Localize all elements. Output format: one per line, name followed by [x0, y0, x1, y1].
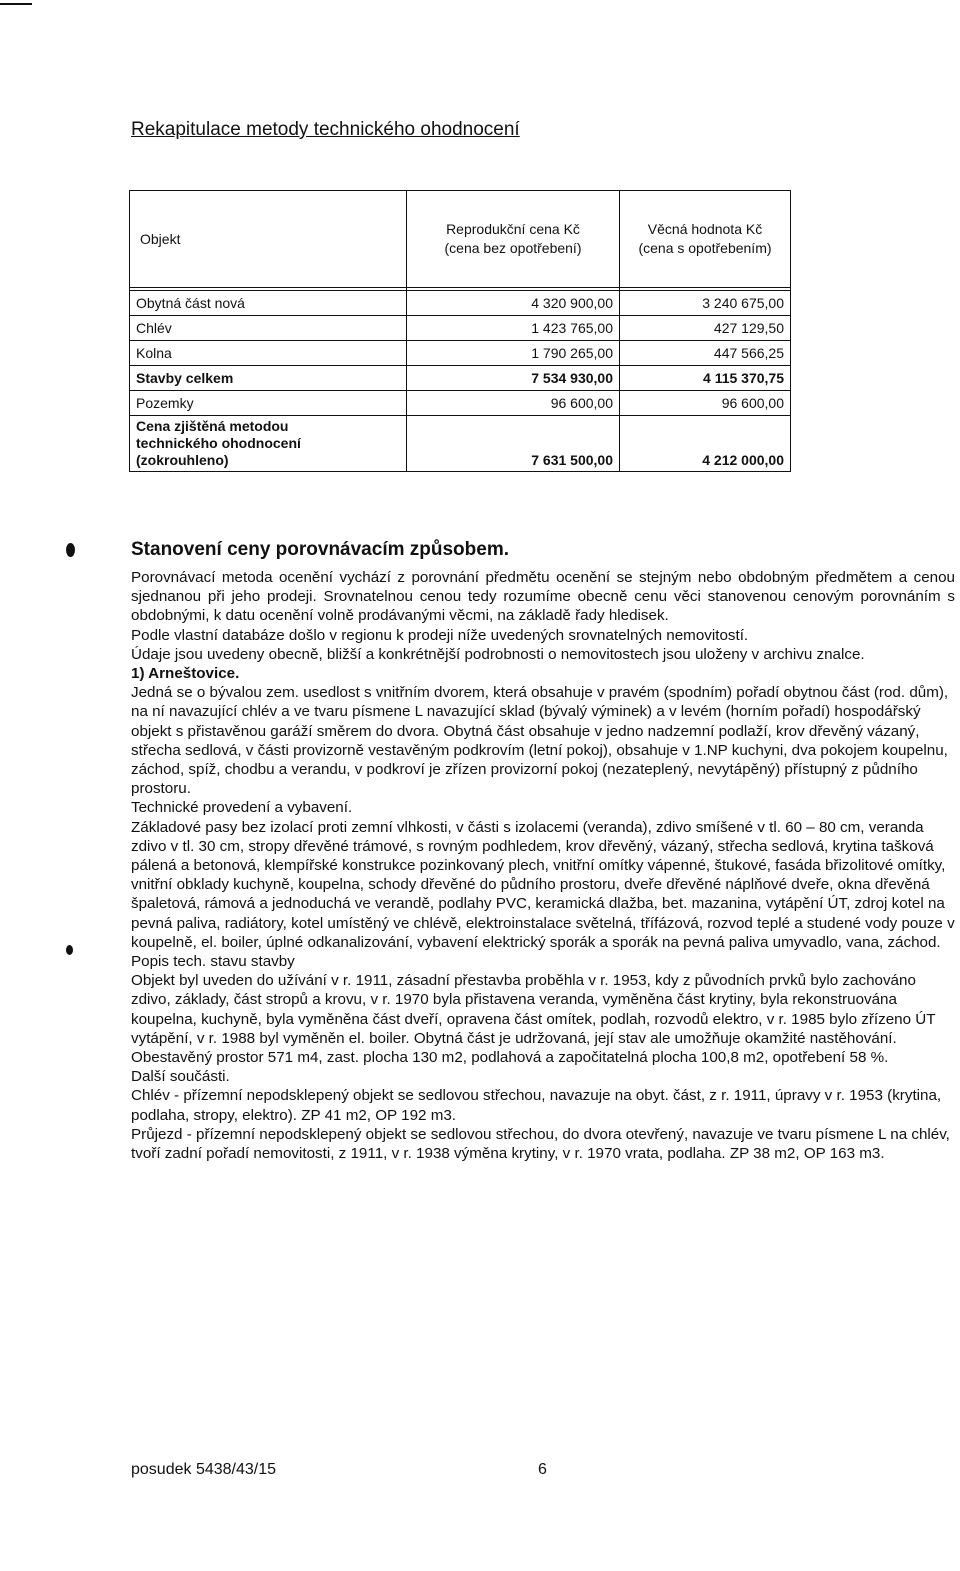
row-repro: 1 423 765,00	[407, 316, 620, 341]
table-row-final	[130, 416, 791, 472]
final-repro: 7 631 500,00	[407, 416, 620, 472]
row-repro: 96 600,00	[407, 391, 620, 416]
row-actual: 3 240 675,00	[620, 291, 791, 316]
item-heading: 1) Arneštovice.	[131, 665, 240, 683]
final-line1: Cena zjištěná metodou	[136, 418, 289, 434]
paragraph: Jedná se o bývalou zem. usedlost s vnitřním dvorem, která obsahuje v pravém (spodním) pořadí obytnou část (rod. dům), na ní navazující chlév a ve tvaru písmene L navazující sklad (bývalý výminek) a v levém (horním pořadí) hospodářský objekt s přistavěnou garáží směrem do dvora. Obytná část obsahuje v jedno nadzemní podlaží, krov dřevěný vázaný, střecha sedlová, v části provizorně vestavěným podkrovím (letní pokoj), obsahuje v 1.NP kuchyni, dva pokojem koupelnu, záchod, spíž, chodbu a verandu, v podkroví je zřízen provizorní pokoj (nezateplený, nevytápěný) přístupný z půdního prostoru.	[131, 684, 949, 798]
table-row-total	[130, 366, 791, 391]
row-repro: 1 790 265,00	[407, 341, 620, 366]
footer-doc-ref: posudek 5438/43/15	[131, 1461, 277, 1478]
comparison-section	[131, 538, 955, 1163]
final-line2: technického ohodnocení	[136, 435, 301, 451]
page-title: Rekapitulace metody technického ohodnocení	[131, 119, 520, 140]
recap-table	[129, 190, 791, 472]
row-name: Stavby celkem	[130, 366, 407, 391]
row-actual: 427 129,50	[620, 316, 791, 341]
header-repro-line1: Reprodukční cena Kč	[446, 221, 580, 237]
final-actual: 4 212 000,00	[620, 416, 791, 472]
row-name: Kolna	[130, 341, 407, 366]
footer-page-number: 6	[538, 1461, 547, 1478]
table-header-row	[130, 191, 791, 288]
paragraph: Objekt byl uveden do užívání v r. 1911, zásadní přestavba proběhla v r. 1953, kdy z původních prvků bylo zachováno zdivo, základy, část stropů a krovu, v r. 1970 byla přistavena veranda, vyměněna část krytiny, byla rekonstruována koupelna, kuchyně, byla vyměněna část dveří, opravena část omítek, podlah, rozvodů elektro, v r. 1985 bylo zřízeno ÚT vytápění, v r. 1988 byl vyměněn el. boiler. Obytná část je udržovaná, její stav ale umožňuje okamžité nastěhování.	[131, 972, 936, 1047]
table-row	[130, 291, 791, 316]
row-name: Pozemky	[130, 391, 407, 416]
table-row	[130, 391, 791, 416]
paragraph: Obestavěný prostor 571 m4, zast. plocha 130 m2, podlahová a započitatelná plocha 100,8 m2, opotřebení 58 %.	[131, 1049, 889, 1067]
header-reproduction-price	[407, 191, 620, 288]
final-line3: (zokrouhleno)	[136, 452, 229, 468]
paragraph: Popis tech. stavu stavby	[131, 953, 295, 971]
header-actual-value	[620, 191, 791, 288]
paragraph: Základové pasy bez izolací proti zemní vlhkosti, v části s izolacemi (veranda), zdivo smíšené v tl. 60 – 80 cm, veranda zdivo v tl. 30 cm, stropy dřevěné trámové, s rovným podhledem, krov dřevěný, vázaný, střecha sedlová, krytina tašková pálená a betonová, klempířské konstrukce pozinkovaný plech, vnitřní omítky vápenné, štukové, fasáda břizolitové omítky, vnitřní obklady kuchyně, koupelna, schody dřevěné do půdního prostoru, dveře dřevěné náplňové dveře, okna dřevěná špaletová, rámová a jednoduchá ve verandě, podlahy PVC, keramická dlažba, bet. mazanina, vytápění ÚT, zdroj kotel na pevná paliva, radiátory, kotel umístěný ve chlévě, elektroinstalace světelná, třífázová, rozvod teplé a studené vody pouze v koupelně, el. boiler, úplné odkanalizování, vybavení elektrický sporák a sporák na pevná paliva umyvadlo, vana, záchod.	[131, 818, 955, 951]
table-row	[130, 316, 791, 341]
row-actual: 4 115 370,75	[620, 366, 791, 391]
header-actual-line2: (cena s opotřebením)	[638, 240, 772, 256]
row-actual: 96 600,00	[620, 391, 791, 416]
header-actual-line1: Věcná hodnota Kč	[647, 221, 763, 237]
final-name	[130, 416, 407, 472]
paragraph: Chlév - přízemní nepodsklepený objekt se sedlovou střechou, navazuje na obyt. část, z r. 1911, úpravy v r. 1953 (krytina, podlaha, stropy, elektro). ZP 41 m2, OP 192 m3.	[131, 1087, 942, 1124]
header-repro-line2: (cena bez opotřebení)	[444, 240, 582, 256]
row-name: Chlév	[130, 316, 407, 341]
paragraph: Údaje jsou uvedeny obecně, bližší a konkrétnější podrobnosti o nemovitostech jsou uloženy v archivu znalce.	[131, 645, 865, 663]
paragraph: Průjezd - přízemní nepodsklepený objekt se sedlovou střechou, do dvora otevřený, navazuje ve tvaru písmene L na chlév, tvoří zadní pořadí nemovitosti, z 1911, v r. 1938 výměna krytiny, v r. 1970 vrata, podlaha. ZP 38 m2, OP 163 m3.	[131, 1125, 950, 1163]
paragraph: Další součásti.	[131, 1068, 230, 1086]
row-actual: 447 566,25	[620, 341, 791, 366]
paragraph: Technické provedení a vybavení.	[131, 799, 353, 817]
punch-hole-mark	[66, 945, 73, 955]
punch-hole-mark	[66, 543, 75, 557]
header-object: Objekt	[130, 191, 407, 288]
paragraph: Podle vlastní databáze došlo v regionu k prodeji níže uvedených srovnatelných nemovitostí.	[131, 626, 749, 644]
table-row	[130, 341, 791, 366]
row-repro: 4 320 900,00	[407, 291, 620, 316]
scan-corner-mark	[0, 3, 32, 5]
row-name: Obytná část nová	[130, 291, 407, 316]
section-heading: Stanovení ceny porovnávacím způsobem.	[131, 539, 509, 560]
paragraph: Porovnávací metoda ocenění vychází z porovnání předmětu ocenění se stejným nebo obdobným předmětem a cenou sjednanou při jeho prodeji. Srovnatelnou cenou tedy rozumíme obecně cenu věci stanovenou cenovým porovnáním s obdobnými, k datu ocenění volně prodávanými věcmi, na základě řady hledisek.	[131, 569, 955, 625]
row-repro: 7 534 930,00	[407, 366, 620, 391]
